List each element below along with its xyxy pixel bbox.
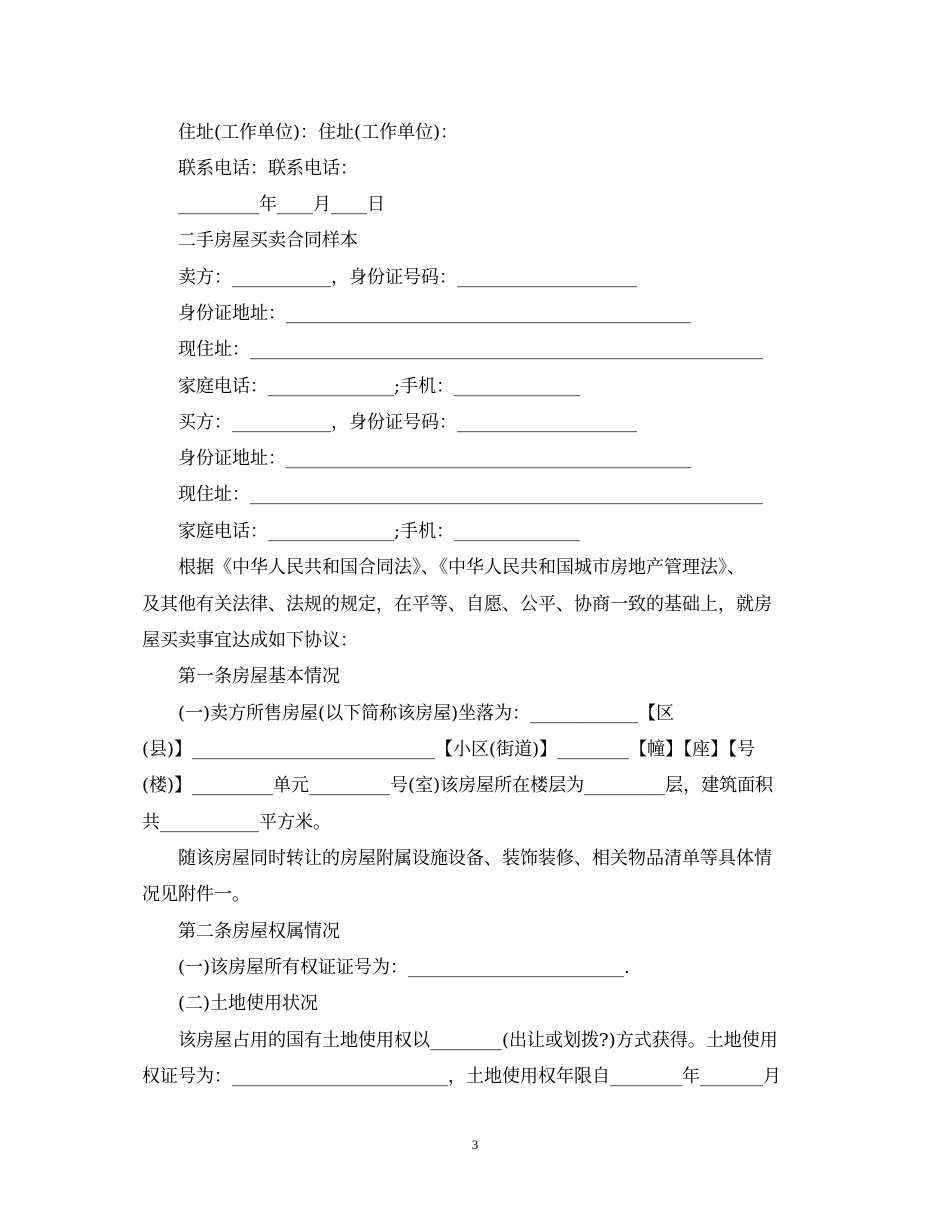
date-line: _________年____月____日 xyxy=(178,194,385,215)
page-number: 3 xyxy=(471,1137,479,1152)
article-1-heading: 第一条房屋基本情况 xyxy=(178,666,340,687)
preamble-line-3: 屋买卖事宜达成如下协议： xyxy=(142,630,358,651)
address-line: 住址(工作单位)：住址(工作单位)： xyxy=(178,122,459,143)
article-2-para-3-line-1: 该房屋占用的国有土地使用权以________(出让或划拨?)方式获得。土地使用 xyxy=(178,1030,778,1051)
seller-current-address-line: 现住址：_________________________________________________________ xyxy=(178,339,763,360)
article-1-para-1-line-4: 共___________平方米。 xyxy=(142,812,331,833)
seller-id-address-line: 身份证地址：_____________________________________________ xyxy=(178,303,691,324)
article-1-para-1-line-3: (楼)】_________单元_________号(室)该房屋所在楼层为_________层，建筑面积 xyxy=(142,775,774,796)
preamble-line-1: 根据《中华人民共和国合同法》、《中华人民共和国城市房地产管理法》、 xyxy=(178,557,745,578)
seller-line: 卖方：___________，身份证号码：____________________ xyxy=(178,267,637,288)
article-1-para-1-line-1: (一)卖方所售房屋(以下简称该房屋)坐落为：____________【区 xyxy=(178,703,675,724)
buyer-id-address-line: 身份证地址：_____________________________________________ xyxy=(178,448,691,469)
phone-line: 联系电话：联系电话： xyxy=(178,158,358,179)
article-2-para-2-heading: (二)土地使用状况 xyxy=(178,993,319,1014)
article-1-para-2-line-1: 随该房屋同时转让的房屋附属设施设备、装饰装修、相关物品清单等具体情 xyxy=(178,848,772,869)
seller-phone-line: 家庭电话：______________;手机：______________ xyxy=(178,376,581,397)
article-1-para-2-line-2: 况见附件一。 xyxy=(142,884,250,905)
preamble-line-2: 及其他有关法律、法规的规定，在平等、自愿、公平、协商一致的基础上，就房 xyxy=(142,594,772,615)
buyer-line: 买方：___________，身份证号码：____________________ xyxy=(178,412,637,433)
article-1-para-1-line-2: (县)】___________________________【小区(街道)】________【幢】【座】【号 xyxy=(142,739,756,760)
article-2-heading: 第二条房屋权属情况 xyxy=(178,921,340,942)
buyer-phone-line: 家庭电话：______________;手机：______________ xyxy=(178,521,581,542)
buyer-current-address-line: 现住址：_________________________________________________________ xyxy=(178,484,763,505)
article-2-para-1: (一)该房屋所有权证证号为：________________________. xyxy=(178,957,630,978)
document-title: 二手房屋买卖合同样本 xyxy=(178,230,358,251)
article-2-para-3-line-2: 权证号为：________________________，土地使用权年限自________年_______月 xyxy=(142,1066,781,1087)
